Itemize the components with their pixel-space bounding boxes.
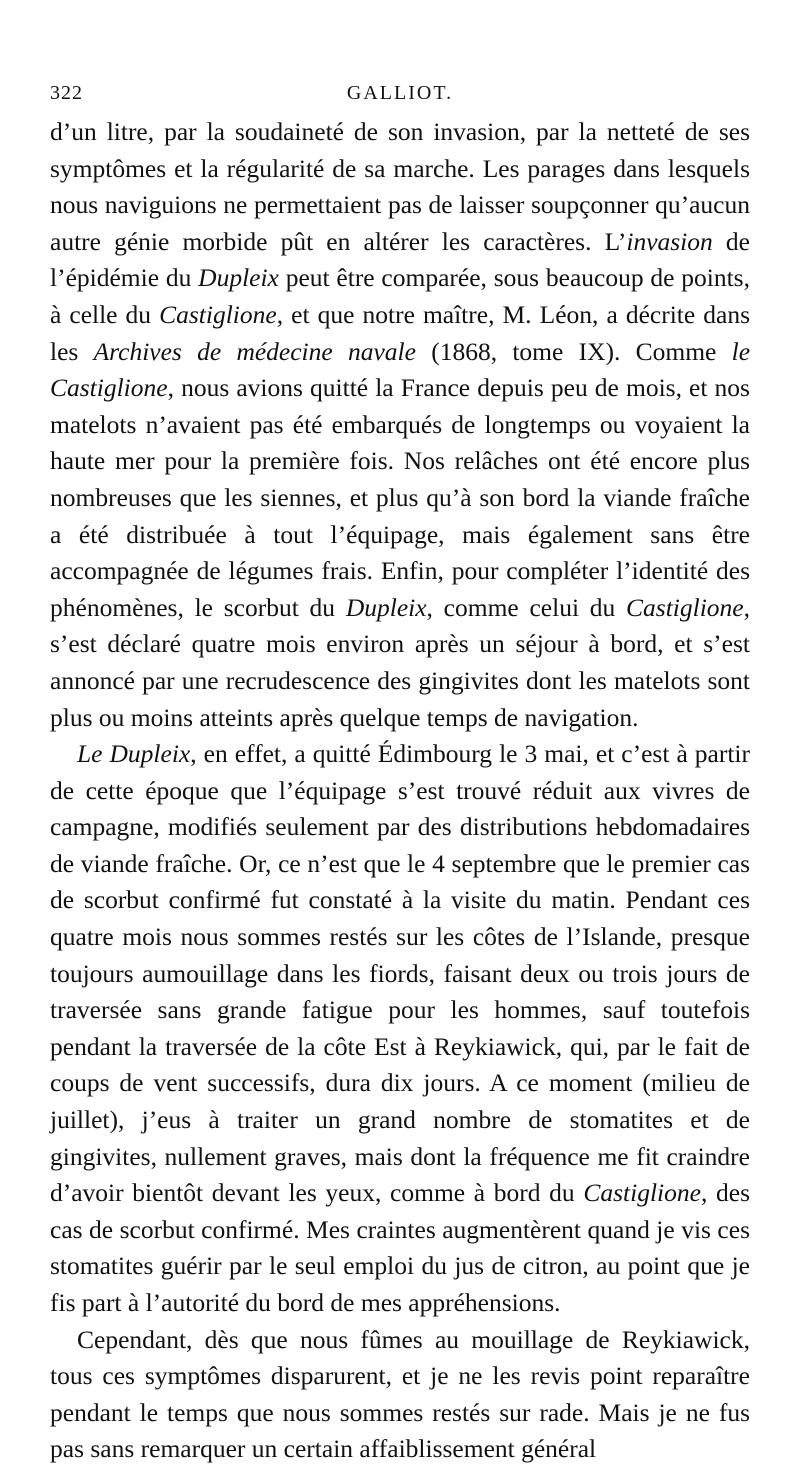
italic-text: Castiglione	[626, 592, 744, 622]
running-head	[50, 82, 750, 114]
italic-text: Castiglione	[159, 299, 277, 329]
italic-text: Le Dupleix	[77, 739, 191, 769]
text-run: , nous avions quitté la France depuis peu de mois, et nos matelots n’avaient pas été embarqués de longtemps ou voyaient la haute mer pour la première fois. Nos relâches ont été encore plus nombreuses que les siennes, et plus qu’à son bord la viande fraîche a été distribuée à tout l’équipage, mais également sans être accompagnée de légumes frais. Enfin, pour compléter l’identité des phénomènes, le scorbut du	[50, 373, 750, 622]
text-run: (1868, tome IX). Comme	[415, 336, 732, 366]
text-run: , en effet, a quitté Édimbourg le 3 mai, et c’est à partir de cette époque que l’équipage s’est trouvé réduit aux vivres de campagne, modifiés seulement par des distributions hebdomadaires de viande fraîche. Or, ce n’est que le 4 septembre que le premier cas de scorbut confirmé fut constaté à la visite du matin. Pendant ces quatre mois nous sommes restés sur les côtes de l’Islande, presque toujours aumouillage dans les fiords, faisant deux ou trois jours de traversée sans grande fatigue pour les hommes, sauf toutefois pendant la traversée de la côte Est à Reykiawick, qui, par le fait de coups de vent successifs, dura dix jours. A ce moment (milieu de juillet), j’eus à traiter un grand nombre de stomatites et de gingivites, nullement graves, mais dont la fréquence me fit craindre d’avoir bientôt devant les yeux, comme à bord du	[50, 739, 750, 1208]
page	[50, 82, 750, 1468]
italic-text: Castiglione	[583, 1178, 701, 1208]
italic-text: Archives de médecine navale	[93, 336, 416, 366]
running-title: GALLIOT.	[346, 82, 454, 104]
page-number: 322	[50, 82, 83, 104]
italic-text: invasion	[626, 226, 713, 256]
body-text	[50, 114, 750, 1468]
text-run: peut être comparée, sous beaucoup de points, à celle du	[50, 263, 750, 329]
text-run: d’un litre, par la soudaineté de son invasion, par la netteté de ses symptômes et la régularité de sa marche. Les parages dans lesquels nous naviguions ne permettaient pas de laisser soupçonner qu’aucun autre génie morbide pût en altérer les caractères. L’	[50, 117, 750, 256]
paragraph	[50, 736, 750, 1322]
text-run: , et que notre maître, M. Léon, a décrite dans les	[50, 299, 750, 366]
paragraph	[50, 114, 750, 736]
paragraph	[50, 1322, 750, 1468]
text-run: , des cas de scorbut confirmé. Mes craintes augmentèrent quand je vis ces stomatites guérir par le seul emploi du jus de citron, au point que je fis part à l’autorité du bord de mes appréhensions.	[50, 1178, 750, 1317]
italic-text: le Castiglione	[50, 336, 751, 403]
text-run: , comme celui du	[426, 592, 627, 622]
text-run: , s’est déclaré quatre mois environ après un séjour à bord, et s’est annoncé par une recrudescence des gingivites dont les matelots sont plus ou moins atteints après quelque temps de navigation.	[50, 592, 750, 732]
text-run: Cependant, dès que nous fûmes au mouillage de Reykiawick, tous ces symptômes disparurent, et je ne les revis point reparaître pendant le temps que nous sommes restés sur rade. Mais je ne fus pas sans remarquer un certain affaiblissement général	[50, 1324, 750, 1464]
text-run: de l’épidémie du	[50, 226, 750, 293]
italic-text: Dupleix	[345, 592, 427, 622]
italic-text: Dupleix	[198, 263, 279, 293]
